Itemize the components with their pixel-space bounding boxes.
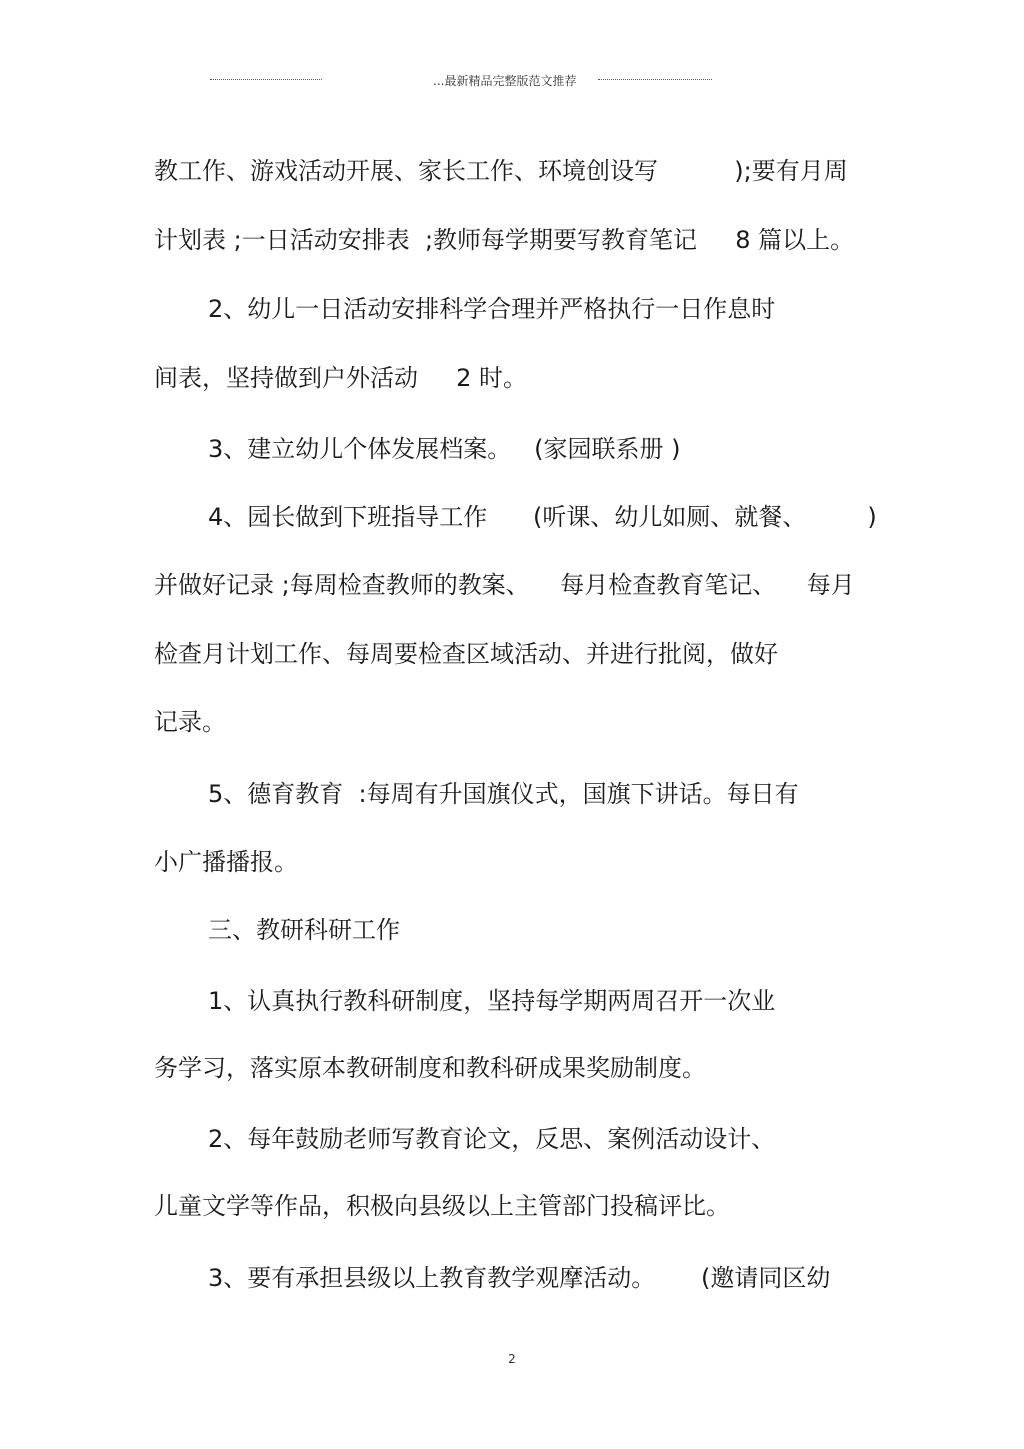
body-line: 务学习，落实原本教研制度和教科研成果奖励制度。 — [154, 1054, 706, 1082]
body-line: 儿童文学等作品，积极向县级以上主管部门投稿评比。 — [154, 1192, 730, 1220]
body-line: 间表，坚持做到户外活动 2 时。 — [154, 364, 528, 392]
header-dotted-rule-left — [210, 79, 322, 80]
page-number: 2 — [508, 1352, 516, 1366]
section-heading: 三、教研科研工作 — [208, 916, 400, 944]
body-line: 3、要有承担县级以上教育教学观摩活动。 (邀请同区幼 — [208, 1264, 831, 1292]
body-line: 3、建立幼儿个体发展档案。 (家园联系册 ) — [208, 435, 681, 463]
body-line: 教工作、游戏活动开展、家长工作、环境创设写 );要有月周 — [154, 157, 848, 185]
header-title: ...最新精品完整版范文推荐 — [433, 74, 577, 88]
header-dotted-rule-right — [598, 79, 712, 80]
body-line: 5、德育教育 :每周有升国旗仪式，国旗下讲话。每日有 — [208, 780, 799, 808]
body-line: 检查月计划工作、每周要检查区域活动、并进行批阅，做好 — [154, 640, 778, 668]
body-line: 4、园长做到下班指导工作 (听课、幼儿如厕、就餐、 ) — [208, 503, 877, 531]
body-line: 并做好记录 ;每周检查教师的教案、 每月检查教育笔记、 每月 — [154, 571, 855, 599]
body-line: 记录。 — [154, 708, 226, 736]
body-line: 2、每年鼓励老师写教育论文，反思、案例活动设计、 — [208, 1125, 776, 1153]
body-line: 计划表 ;一日活动安排表 ;教师每学期要写教育笔记 8 篇以上。 — [154, 226, 855, 254]
body-line: 2、幼儿一日活动安排科学合理并严格执行一日作息时 — [208, 295, 776, 323]
body-line: 1、认真执行教科研制度，坚持每学期两周召开一次业 — [208, 987, 776, 1015]
body-line: 小广播播报。 — [154, 848, 298, 876]
